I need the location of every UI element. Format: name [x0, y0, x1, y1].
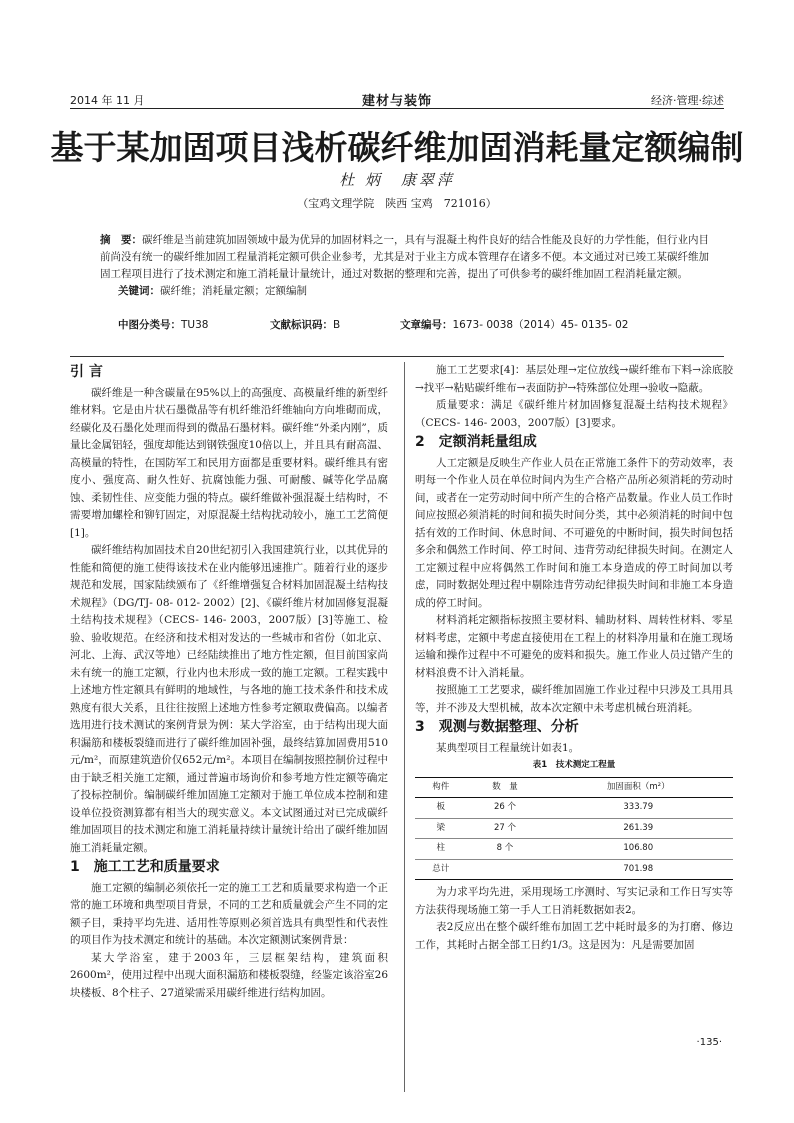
paragraph: 某典型项目工程量统计如表1。	[436, 741, 580, 754]
abstract	[100, 232, 712, 300]
right-column	[415, 362, 733, 954]
table-cell: 26 个	[466, 798, 543, 819]
doc-code	[270, 317, 340, 332]
authors: 杜 炳 康翠萍	[339, 171, 455, 189]
table-header-cell: 数 量	[492, 781, 518, 792]
affiliation: （宝鸡文理学院 陕西 宝鸡 721016）	[297, 197, 497, 210]
table-row	[415, 818, 733, 839]
clc-number	[118, 317, 208, 332]
running-header	[70, 88, 724, 110]
section-heading-1: 1 施工工艺和质量要求	[70, 859, 220, 875]
paragraph: 按照施工工艺要求，碳纤维加固施工作业过程中只涉及工具用具等，并不涉及大型机械，故本次定额中未考虑机械台班消耗。	[415, 684, 733, 714]
paragraph: 人工定额是反映生产作业人员在正常施工条件下的劳动效率，表明每一个作业人员在单位时间内为生产合格产品所必须消耗的劳动时间，或者在一定劳动时间中所产生的合格产品数量。作业人员工作时间应按照必须消耗的时间和损失时间分类，其中必须消耗的时间中包括有效的工作时间、休息时间、不可避免的中断时间，损失时间包括多余和偶然工作时间、停工时间、违背劳动纪律损失时间。在测定人工定额过程中应将偶然工作时间和施工本身造成的停工时间加以考虑，同时数据处理过程中剔除违背劳动纪律损失时间和非施工本身造成的停工时间。	[415, 456, 733, 609]
paragraph: 施工定额的编制必须依托一定的施工工艺和质量要求构造一个正常的施工环境和典型项目背景，不同的工艺和质量就会产生不同的定额子目，秉持平均先进、适用性等原则必须首选具有典型性和代表性的项目作为技术测定和统计的基础。本次定额测试案例背景：	[70, 881, 388, 946]
header-section: 经济·管理·综述	[651, 94, 724, 107]
paragraph: 表2反应出在整个碳纤维布加固工艺中耗时最多的为打磨、修边工作，其耗时占据全部工日约1/3。这是因为：凡是需要加固	[415, 921, 733, 951]
paragraph: 某大学浴室，建于2003年，三层框架结构，建筑面积2600m²，使用过程中出现大面积漏筋和楼板裂缝，经鉴定该浴室26块楼板、8个柱子、27道梁需采用碳纤维进行结构加固。	[70, 951, 388, 999]
table-cell: 27 个	[466, 818, 543, 839]
separator-rule	[70, 356, 724, 357]
art-label: 文章编号：	[400, 319, 453, 331]
table-cell: 总计	[415, 859, 466, 880]
table-cell: 8 个	[466, 839, 543, 860]
paragraph: 施工工艺要求[4]：基层处理→定位放线→碳纤维布下料→涂底胶→找平→粘贴碳纤维布→表面防护→特殊部位处理→验收→隐蔽。	[415, 364, 733, 394]
paragraph: 材料消耗定额指标按照主要材料、辅助材料、周转性材料、零星材料考虑，定额中考虑直接使用在工程上的材料净用量和在施工现场运输和操作过程中不可避免的废料和损失。施工作业人员过错产生的材料浪费不计入消耗量。	[415, 614, 733, 679]
paragraph: 为力求平均先进，采用现场工序测时、写实记录和工作日写实等方法获得现场施工第一手人工日消耗数据如表2。	[415, 886, 733, 916]
table-cell: 106.80	[544, 839, 734, 860]
art-value: 1673- 0038（2014）45- 0135- 02	[452, 319, 629, 331]
abstract-body	[100, 232, 712, 283]
table-header-row	[415, 777, 733, 798]
column-divider	[404, 362, 405, 1092]
keywords-label: 关键词：	[118, 285, 160, 297]
left-column	[70, 362, 388, 1002]
article-title: 基于某加固项目浅析碳纤维加固消耗量定额编制	[50, 128, 744, 167]
table-cell	[466, 859, 543, 880]
section-heading-3: 3 观测与数据整理、分析	[415, 719, 579, 735]
clc-value: TU38	[181, 319, 209, 331]
clc-label: 中图分类号：	[118, 319, 181, 331]
abstract-text: 碳纤维是当前建筑加固领域中最为优异的加固材料之一，具有与混凝土构件良好的结合性能及良好的力学性能，但行业内目前尚没有统一的碳纤维加固工程量消耗定额可供企业参考，尤其是对于业主方成本管理存在诸多不便。本文通过对已竣工某碳纤维加固工程项目进行了技术测定和施工消耗量计量统计，通过对数据的整理和完善，提出了可供参考的碳纤维加固工程消耗量定额。	[100, 234, 709, 280]
section-heading-2: 2 定额消耗量组成	[415, 434, 537, 450]
abstract-label: 摘 要：	[100, 234, 142, 246]
table-cell: 261.39	[544, 818, 734, 839]
journal-name: 建材与装饰	[361, 94, 432, 109]
section-heading-intro: 引 言	[70, 364, 103, 380]
paragraph: 碳纤维是一种含碳量在95%以上的高强度、高模量纤维的新型纤维材料。它是由片状石墨微晶等有机纤维沿纤维轴向方向堆砌而成，经碳化及石墨化处理而得到的微晶石墨材料。碳纤维“外柔内刚”，质量比金属铝轻，强度却能达到钢铁强度10倍以上，并且具有耐高温、高模量的特性，在国防军工和民用方面都是重要材料。碳纤维具有密度小、强度高、耐久性好、抗腐蚀能力强、可耐酸、碱等化学品腐蚀、柔韧性佳、应变能力强的特点。碳纤维做补强混凝土结构时，不需要增加螺栓和铆钉固定，对原混凝土结构扰动较小，施工工艺简便[1]。	[70, 386, 388, 539]
table-row	[415, 798, 733, 819]
table-cell: 柱	[415, 839, 466, 860]
table-cell: 701.98	[544, 859, 734, 880]
header-rule	[70, 108, 724, 109]
table-row	[415, 859, 733, 880]
header-date: 2014 年 11 月	[70, 94, 145, 107]
table-caption: 表1 技术测定工程量	[532, 760, 616, 770]
table-cell: 333.79	[544, 798, 734, 819]
table-header-cell: 构件	[432, 781, 450, 792]
article-number	[400, 317, 629, 332]
table-row	[415, 839, 733, 860]
table-cell: 梁	[415, 818, 466, 839]
paragraph: 质量要求：满足《碳纤维片材加固修复混凝土结构技术规程》（CECS- 146- 2003，2007版）[3]要求。	[415, 399, 733, 429]
page-number: ·135·	[696, 1037, 722, 1048]
doc-label: 文献标识码：	[270, 319, 333, 331]
doc-value: B	[333, 319, 341, 331]
keywords-line	[100, 283, 712, 300]
keywords: 碳纤维；消耗量定额；定额编制	[160, 285, 307, 297]
table-header-cell: 加固面积（m²）	[606, 781, 670, 792]
data-table	[415, 777, 733, 881]
paragraph: 碳纤维结构加固技术自20世纪初引入我国建筑行业，以其优异的性能和简便的施工使得该技术在业内能够迅速推广。随着行业的逐步规范和发展，国家陆续颁布了《纤维增强复合材料加固混凝土结构技术规程》（DG/TJ- 08- 012- 2002）[2]、《碳纤维片材加固修复混凝土结构技术规程》（CECS- 146- 2003，2007版）[3]等施工、检验、验收规范。在经济和技术相对发达的一些城市和省份（如北京、河北、上海、武汉等地）已经陆续推出了地方性定额，但目前国家尚未有统一的施工定额，行业内也未形成一致的施工定额。工程实践中上述地方性定额具有鲜明的地域性，与各地的施工技术条件和技术成熟度有很大关系，且往往按照上述地方性参考定额取费偏高。以编者选用进行技术测试的案例背景为例：某大学浴室，由于结构出现大面积漏筋和楼板裂缝而进行了碳纤维加固补强，最终结算加固费用510元/m²，而原建筑造价仅652元/m²。本项目在编制按照控制价过程中由于缺乏相关施工定额，通过普遍市场询价和参考地方性定额等确定了投标控制价。编制碳纤维加固施工定额对于施工单位成本控制和建设单位投资测算都有相当大的现实意义。本文试图通过对已完成碳纤维加固项目的技术测定和施工消耗量持续计量统计给出了碳纤维加固施工消耗量定额。	[70, 544, 388, 854]
table-cell: 板	[415, 798, 466, 819]
